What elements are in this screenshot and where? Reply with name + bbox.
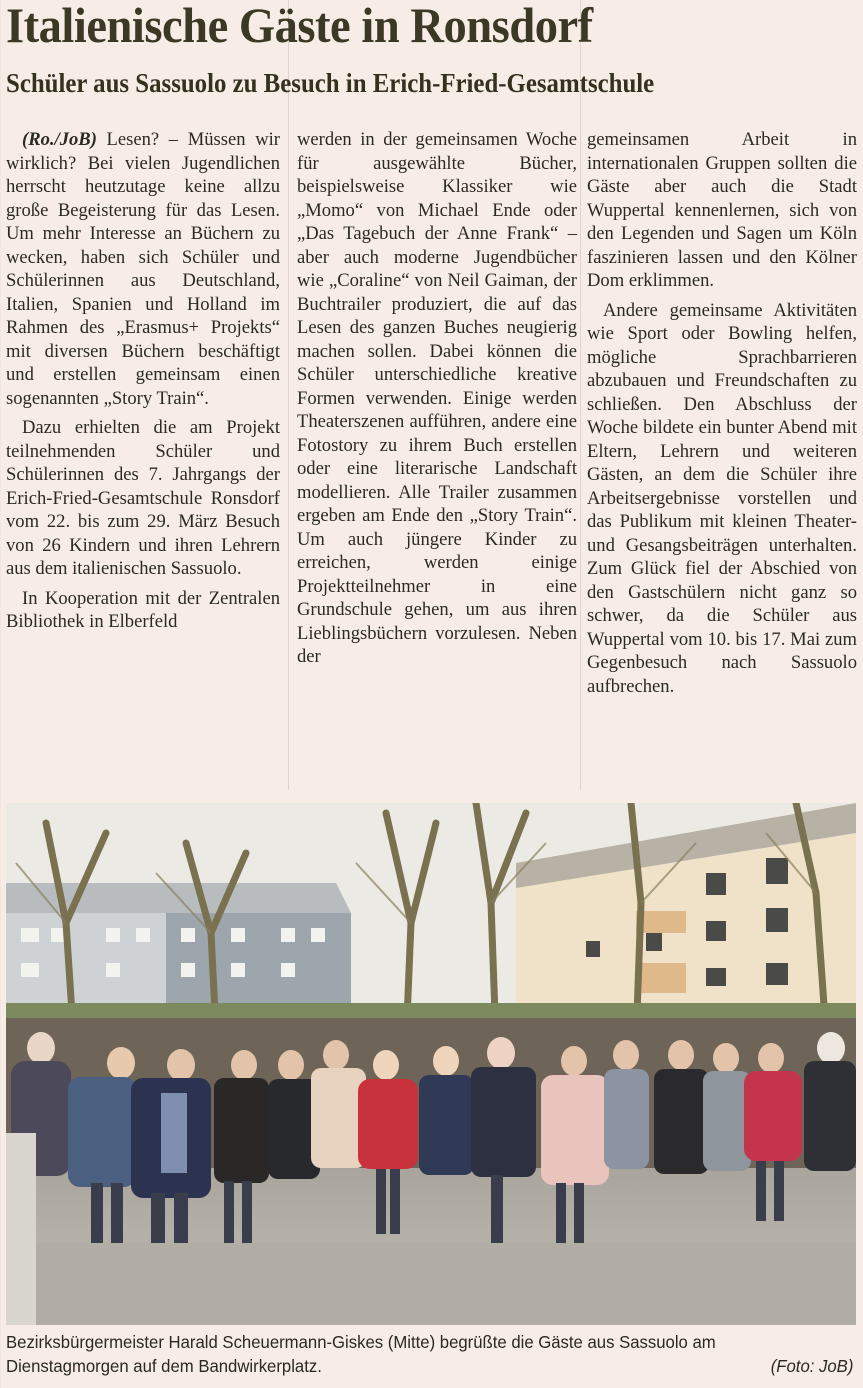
paragraph: Dazu erhielten die am Projekt teilnehmenden Schüler und Schülerinnen des 7. Jahrgangs der Erich-Fried-Gesamtschule Ronsdorf vom 22. bis zum 29. März Besuch von 26 Kindern und ihren Lehrern aus dem italienischen Sassuolo. bbox=[6, 417, 280, 579]
column-rule bbox=[580, 0, 581, 790]
paragraph: Andere gemeinsame Aktivitäten wie Sport oder Bowling helfen, mögliche Sprachbarrieren abzubauen und Freundschaften zu schließen. Den Abschluss der Woche bildete ein bunter Abend mit Eltern, Lehrern und weiteren Gästen, an dem die Schüler ihre Arbeitsergebnisse vorstellen und das Publikum mit kleinen Theater- und Gesangsbeiträgen unterhalten. Zum Glück fiel der Abschied von den Gastschülern nicht ganz so schwer, da die Schüler aus Wuppertal vom 10. bis 17. Mai zum Gegenbesuch nach Sassuolo aufbrechen. bbox=[587, 299, 857, 697]
subheadline: Schüler aus Sassuolo zu Besuch in Erich-Fried-Gesamtschule bbox=[6, 68, 655, 98]
group-photo-illustration bbox=[6, 803, 856, 1325]
paragraph: In Kooperation mit der Zentralen Bibliothek in Elberfeld bbox=[6, 587, 280, 632]
article-column-3 bbox=[587, 128, 857, 698]
column-rule bbox=[288, 0, 289, 790]
article-photo bbox=[6, 803, 856, 1325]
dateline: (Ro./JoB) bbox=[22, 129, 97, 150]
paragraph-text: Lesen? – Müssen wir wirklich? Bei vielen Jugendlichen herrscht heutzutage keine allzu große Begeisterung für das Lesen. Um mehr Interesse an Büchern zu wecken, haben sich Schüler und Schülerinnen aus Deutschland, Italien, Spanien und Holland im Rahmen des „Erasmus+ Projekts“ mit diversen Büchern beschäftigt und erstellen gemeinsam einen sogenannten „Story Train“. bbox=[6, 129, 280, 409]
paragraph bbox=[6, 128, 280, 410]
paragraph: gemeinsamen Arbeit in internationalen Gruppen sollten die Gäste aber auch die Stadt Wuppertal kennenlernen, sich von den Legenden und Sagen um Köln faszinieren lassen und den Kölner Dom erklimmen. bbox=[587, 129, 857, 291]
article-column-2 bbox=[297, 128, 577, 669]
paragraph: werden in der gemeinsamen Woche für ausgewählte Bücher, beispielsweise Klassiker wie „Momo“ von Michael Ende oder „Das Tagebuch der Anne Frank“ – aber auch moderne Jugendbücher wie „Coraline“ von Neil Gaiman, der Buchtrailer produziert, die auf das Lesen des ganzen Buches neugierig machen sollen. Dabei können die Schüler unterschiedliche kreative Formen verwenden. Einige werden Theaterszenen aufführen, andere eine Fotostory zu ihrem Buch erstellen oder eine literarische Landschaft modellieren. Alle Trailer zusammen ergeben am Ende den „Story Train“. Um auch jüngere Kinder zu erreichen, werden einige Projektteilnehmer in eine Grundschule gehen, um aus ihren Lieblingsbüchern vorzulesen. Neben der bbox=[297, 129, 577, 667]
photo-credit: (Foto: JoB) bbox=[770, 1356, 854, 1376]
caption-text: Bezirksbürgermeister Harald Scheuermann-Giskes (Mitte) begrüßte die Gäste aus Sassuolo am Dienstagmorgen auf dem Bandwirkerplatz. bbox=[6, 1332, 716, 1376]
article-column-1 bbox=[6, 128, 280, 634]
photo-caption bbox=[6, 1330, 854, 1378]
headline: Italienische Gäste in Ronsdorf bbox=[6, 0, 593, 53]
